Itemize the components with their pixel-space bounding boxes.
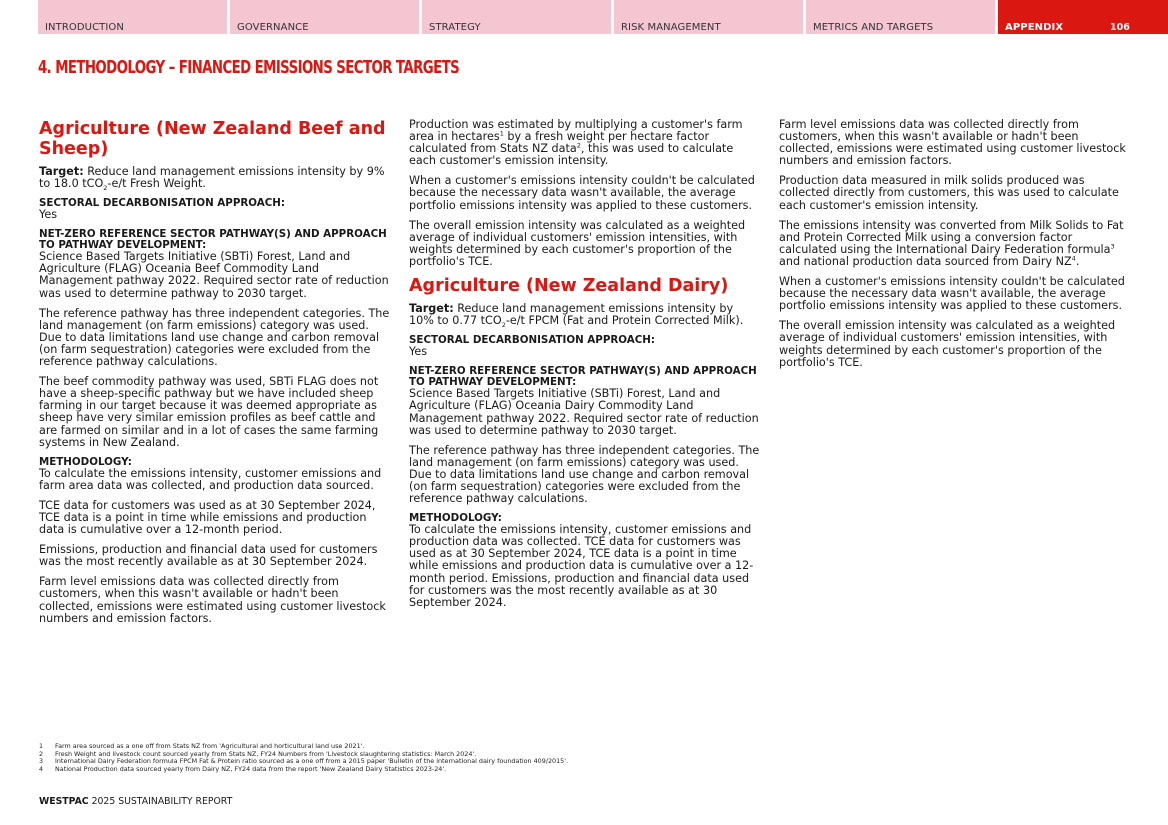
target-label: Target:	[409, 302, 454, 316]
footnote-number: 1	[39, 742, 44, 750]
milk-solids-text: Production data measured in milk solids produced was collected directly from customers, this was used to calculate each customer's emission intensity.	[779, 174, 1119, 212]
reference-pathway-text: The reference pathway has three independent categories. The land management (on farm emissions) category was used. Due to data limitations land use change and carbon removal (on farm sequestration) categories were excluded from the reference pathway calculations.	[409, 443, 760, 506]
tab-governance[interactable]	[230, 0, 419, 34]
tab-label: STRATEGY	[429, 22, 481, 33]
approach-heading: SECTORAL DECARBONISATION APPROACH:	[39, 197, 286, 210]
target-text-end: -e/t FPCM (Fat and Protein Corrected Milk).	[505, 314, 744, 328]
footnote-number: 3	[39, 757, 44, 766]
conversion-text-a: The emissions intensity was converted from Milk Solids to Fat and Protein Corrected Milk using a conversion factor calculated using the International Dairy Federation formula	[779, 218, 1124, 256]
target-label: Target:	[39, 165, 84, 178]
production-text	[409, 119, 761, 167]
dairy-target	[409, 302, 761, 330]
tab-label: APPENDIX	[1005, 22, 1064, 33]
reference-pathway-text: The reference pathway has three independent categories. The land management (on farm emissions) category was used. Due to data limitations land use change and carbon removal (on farm sequestration) categories were excluded from the reference pathway calculations.	[39, 306, 390, 369]
footnote-number: 4	[39, 764, 44, 773]
approach-value: Yes	[39, 208, 58, 222]
production-text-a: Production was estimated by multiplying a customer's farm area in hectares	[409, 118, 743, 144]
beef-target	[39, 165, 394, 193]
footnote-text: International Dairy Federation formula FPCM Fat & Protein ratio sourced as a one off from a 2015 paper 'Bulletin of the international dairy foundation 409/2015'.	[55, 757, 569, 766]
tab-label: METRICS AND TARGETS	[813, 22, 934, 33]
target-text: Reduce land management emissions intensity by 10% to 0.77 tCO	[409, 302, 734, 328]
footnote-ref-4: 4	[1071, 254, 1076, 263]
footnote-ref-1: 1	[499, 129, 504, 138]
footnotes	[39, 743, 1139, 773]
tab-label: RISK MANAGEMENT	[621, 22, 721, 33]
footnote	[39, 766, 1139, 774]
footnote-text: Fresh Weight and livestock count sourced yearly from Stats NZ, FY24 Numbers from 'Livestock slaughtering statistics: March 2024'.	[55, 749, 477, 758]
footnote-text: Farm area sourced as a one off from Stats NZ from 'Agricultural and horticultural land use 2021'.	[55, 742, 365, 750]
overall-intensity-text: The overall emission intensity was calculated as a weighted average of individual customers' emission intensities, with weights determined by each customer's proportion of the portfolio's TCE.	[409, 218, 746, 268]
unavailable-data-text: When a customer's emissions intensity couldn't be calculated because the necessary data wasn't available, the average portfolio emissions intensity was applied to these customers.	[409, 174, 755, 212]
page-title: 4. METHODOLOGY – FINANCED EMISSIONS SECTOR TARGETS	[38, 57, 460, 78]
section-nav	[38, 0, 1168, 34]
production-text-c: , this was used to calculate each customer's emission intensity.	[409, 142, 734, 168]
tab-label: GOVERNANCE	[237, 22, 309, 33]
tab-metrics-and-targets[interactable]	[806, 0, 995, 34]
column-middle	[409, 119, 761, 617]
pathway-text: Science Based Targets Initiative (SBTi) Forest, Land and Agriculture (FLAG) Oceania Dairy Commodity Land Management pathway 2022. Required sector rate of reduction was used to determine pathway to 2030 target.	[409, 387, 759, 437]
tab-risk-management[interactable]	[614, 0, 803, 34]
tab-appendix[interactable]	[998, 0, 1168, 34]
conversion-text-c: .	[1075, 254, 1080, 268]
conversion-text-b: and national production data sourced from Dairy NZ	[779, 254, 1072, 268]
tce-text: TCE data for customers was used as at 30 September 2024, TCE data is a point in time while emissions and production data is cumulative over a 12-month period.	[39, 498, 376, 537]
footnote-text: National Production data sourced yearly from Dairy NZ, FY24 data from the report 'New Zealand Dairy Statistics 2023-24'.	[55, 764, 447, 773]
production-text-b: by a fresh weight per hectare factor calculated from Stats NZ data	[409, 130, 710, 156]
methodology-heading: METHODOLOGY:	[409, 512, 502, 525]
report-brand	[39, 796, 232, 807]
overall-intensity-text: The overall emission intensity was calculated as a weighted average of individual customers' emission intensities, with weights determined by each customer's proportion of the portfolio's TCE.	[779, 319, 1116, 369]
footnote-ref-2: 2	[576, 141, 581, 150]
target-text: Reduce land management emissions intensity by 9% to 18.0 tCO	[39, 165, 385, 191]
tab-strategy[interactable]	[422, 0, 611, 34]
approach-value: Yes	[409, 345, 428, 359]
pathway-heading: NET-ZERO REFERENCE SECTOR PATHWAY(S) AND APPROACH TO PATHWAY DEVELOPMENT:	[409, 365, 757, 389]
unavailable-data-text: When a customer's emissions intensity couldn't be calculated because the necessary data wasn't available, the average portfolio emissions intensity was applied to these customers.	[779, 275, 1125, 313]
beef-sheep-heading: Agriculture (New Zealand Beef and Sheep)	[39, 119, 386, 159]
co2-subscript: 2	[103, 184, 108, 193]
tab-label: INTRODUCTION	[45, 22, 124, 33]
financial-data-text: Emissions, production and financial data used for customers was the most recently available as at 30 September 2024.	[39, 543, 378, 569]
footnote-number: 2	[39, 749, 44, 758]
target-text-end: -e/t Fresh Weight.	[107, 177, 206, 191]
approach-heading: SECTORAL DECARBONISATION APPROACH:	[409, 334, 656, 347]
commodity-pathway-text: The beef commodity pathway was used, SBTi FLAG does not have a sheep-specific pathway but we have included sheep farming in our target because it was deemed appropriate as sheep have very similar emission profiles as beef cattle and are farmed on similar and in a lot of cases the same farming systems in New Zealand.	[39, 375, 379, 449]
report-name: 2025 SUSTAINABILITY REPORT	[88, 796, 233, 807]
tab-introduction[interactable]	[38, 0, 227, 34]
column-left	[39, 119, 394, 633]
column-right	[779, 119, 1131, 377]
farm-emissions-text: Farm level emissions data was collected directly from customers, when this wasn't available or hadn't been collected, emissions were estimated using customer livestock numbers and emission factors.	[39, 575, 386, 625]
methodology-text: To calculate the emissions intensity, customer emissions and production data was collected. TCE data for customers was used as at 30 September 2024, TCE data is a point in time while emissions and production data is cumulative over a 12-month period. Emissions, production and financial data used for customers was the most recently available as at 30 September 2024.	[409, 523, 754, 609]
conversion-text	[779, 220, 1131, 268]
brand-name: WESTPAC	[39, 796, 89, 807]
methodology-heading: METHODOLOGY:	[39, 455, 132, 468]
farm-emissions-text: Farm level emissions data was collected directly from customers, when this wasn't available or hadn't been collected, emissions were estimated using customer livestock numbers and emission factors.	[779, 118, 1126, 168]
page-number: 106	[1110, 22, 1130, 33]
methodology-text: To calculate the emissions intensity, customer emissions and farm area data was collected, and production data sourced.	[39, 466, 382, 492]
pathway-heading: NET-ZERO REFERENCE SECTOR PATHWAY(S) AND APPROACH TO PATHWAY DEVELOPMENT:	[39, 228, 387, 252]
dairy-heading: Agriculture (New Zealand Dairy)	[409, 276, 729, 297]
pathway-text: Science Based Targets Initiative (SBTi) Forest, Land and Agriculture (FLAG) Oceania Beef Commodity Land Management pathway 2022. Required sector rate of reduction was used to determine pathway to 2030 target.	[39, 250, 389, 300]
footnote-ref-3: 3	[1110, 242, 1115, 251]
co2-subscript: 2	[501, 321, 506, 330]
